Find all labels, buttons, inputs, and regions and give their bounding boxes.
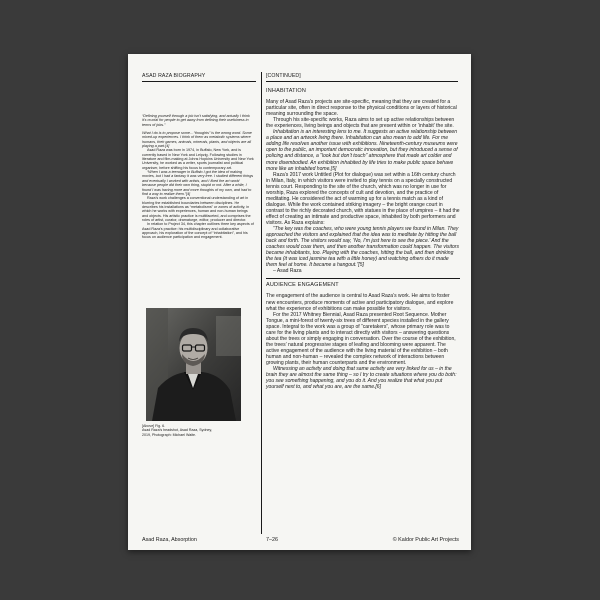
caption-line: Asad Raza’s headshot, Asad Raza, Sydney, [142,428,212,433]
caption-line: 2019, Photograph: Michael Waite. [142,432,197,437]
bio-paragraph: Asad Raza was born in 1974, in Buffalo, New York, and is currently based in New York and Leipzig. Following studies in literature and film-making at Johns Hopkins University and New York University, he worked as a writer, sports journalist and political organiser, before shifting his focus to contemporary art. [142,148,254,170]
header-rule-right [266,81,458,82]
biography-column [142,114,254,240]
document-page [128,54,471,550]
bio-paragraph: Raza’s work challenges a conventional understanding of art in blurring the established boundaries between disciplines. He describes his installations as “metabolisms” or zones of activity, in which he works with experiences, human and non-human beings and objects. His artistic practice is multifaceted, and comprises the roles of artist, curator, dramaturge, editor, producer and director. [142,196,251,222]
caption-line: [Above] Fig. 6. [142,424,166,428]
block-quote: “The key was the coaches, who were young tennis players we found in Milan. They approached the visitors and explained that the idea was to meditate by hitting the ball back and forth. The visitors would say, ‘No, I’m just here to see the piece.’ And the coaches would coax them, and then another transformation could happen. The visitors became inhabitants, too. Playing with the coaches, hitting the ball, and then drinking the tea (it was iced jasmine tea with a little honey) and watching others do it made them feel at home. It became a hangout.”[5] [266,226,460,269]
body-paragraph: The engagement of the audience is central to Asad Raza’s work. He aims to foster new encounters, produce moments of active and participatory dialogue, and explore what the experience of exhibitions can make possible for visitors. [266,293,454,312]
section-heading-audience: AUDIENCE ENGAGEMENT [266,282,339,289]
photo-caption [142,424,252,437]
audience-section [266,278,460,390]
section-heading-inhabitation: INHABITATION [266,88,307,94]
bio-paragraph: In relation to Project 34, this chapter outlines three key aspects of Asad Raza’s practice: his multidisciplinary and collaborative approach, his exploration of the concept of “inhabitation”, and his focus on audience participation and engagement. [142,222,254,240]
running-header-right: [CONTINUED] [266,73,301,79]
bio-paragraph: “When I was a teenager in Buffalo I got the idea of making movies, but I had a fantasy it was very free. I studied different things and eventually I worked with artists, and I liked the art world because people did their own thing, stupid or not. After a while, I found I was having more and more thoughts of my own, and had to find a way to realize them.”[4] [142,170,254,196]
body-paragraph: Witnessing an activity and doing that same activity are very linked for us – in the brain they are almost the same thing – so I try to create situations where you do both: you see something happening, and you do it. And you realize that what you put yourself next to, and what you are, are the same.[6] [266,366,457,391]
body-paragraph: Through his site-specific works, Raza aims to set up active relationships between the experiences, living beings and objects that are present within or ‘inhabit’ the site. [266,117,455,130]
footer-title: Asad Raza, Absorption [142,537,197,543]
body-paragraph: Many of Asad Raza’s projects are site-specific, meaning that they are created for a particular site, often in direct response to the physical conditions or layers of historical meaning surrounding the space. [266,99,457,118]
page-number: 7–26 [266,537,278,543]
body-paragraph: Raza’s 2017 work Untitled (Plot for dialogue) was set within a 16th century church in Milan, Italy, in which visitors were invited to play tennis on a specially constructed tennis court. Responding to the site of the church, which was no longer in use for worship, Raza explored the concepts of cult and devotion, and the practice of meditating. He considered the act of warming up for a tennis match as a kind of dialogue. While the work contained striking imagery – the bright orange court in contrast to the richly decorated church, with statues in the place of umpires – it had the effect of creating an intimate and productive space, inhabited by both performers and visitors. As Raza explains: [266,171,460,226]
column-divider [261,72,262,534]
main-column [266,88,460,390]
bio-paragraph: What I do is to propose some…“thoughts” is the wrong word. Some mixed-up experiences. I think of them as metabolic systems where humans, their games, animals, minerals, plants, and objects are all playing a part.[4] [142,131,252,149]
footer-copyright: © Kaldor Public Art Projects [392,537,459,543]
opening-quote: “Defining yourself through a job isn’t satisfying, and actually I think it’s crucial for people to get away from defining their usefulness in terms of jobs.” [142,114,250,127]
portrait-photo [146,308,241,421]
header-rule-left [142,81,256,82]
body-paragraph: Inhabitation is an interesting lens to me. It suggests an active relationship between a place and an artwork living there. Inhabitation can also mean to add life. For me adding life resolves another issue with exhibitions. Nineteenth-century museums were open to the public, an important democratic innovation, but they introduced a sense of policing and distance, a “look but don’t touch” atmosphere that made art colder and more disembodied. An exhibition inhabited by life tries to make public space behave more like an inhabited home.[5] [266,129,458,172]
running-header-left: ASAD RAZA BIOGRAPHY [142,73,206,79]
portrait-photo-icon [146,308,241,421]
quote-attribution: – Asad Raza [273,268,302,275]
body-paragraph: For the 2017 Whitney Biennial, Asad Raza presented Root Sequence. Mother Tongue, a mini-forest of twenty-six trees of different species installed in the gallery space. Integral to the work was a group of “caretakers”, whose primary role was to care for the living plants and to interact directly with visitors – answering questions about the trees or simply engaging in conversation. Over the course of the exhibition, the trees’ natural progressive stages of leafing and blooming were apparent. The active engagement of the audience with the living material of the exhibition – both human and non-human – revealed the complex network of interactions between growing plants, their human counterparts and the environment. [266,311,456,366]
